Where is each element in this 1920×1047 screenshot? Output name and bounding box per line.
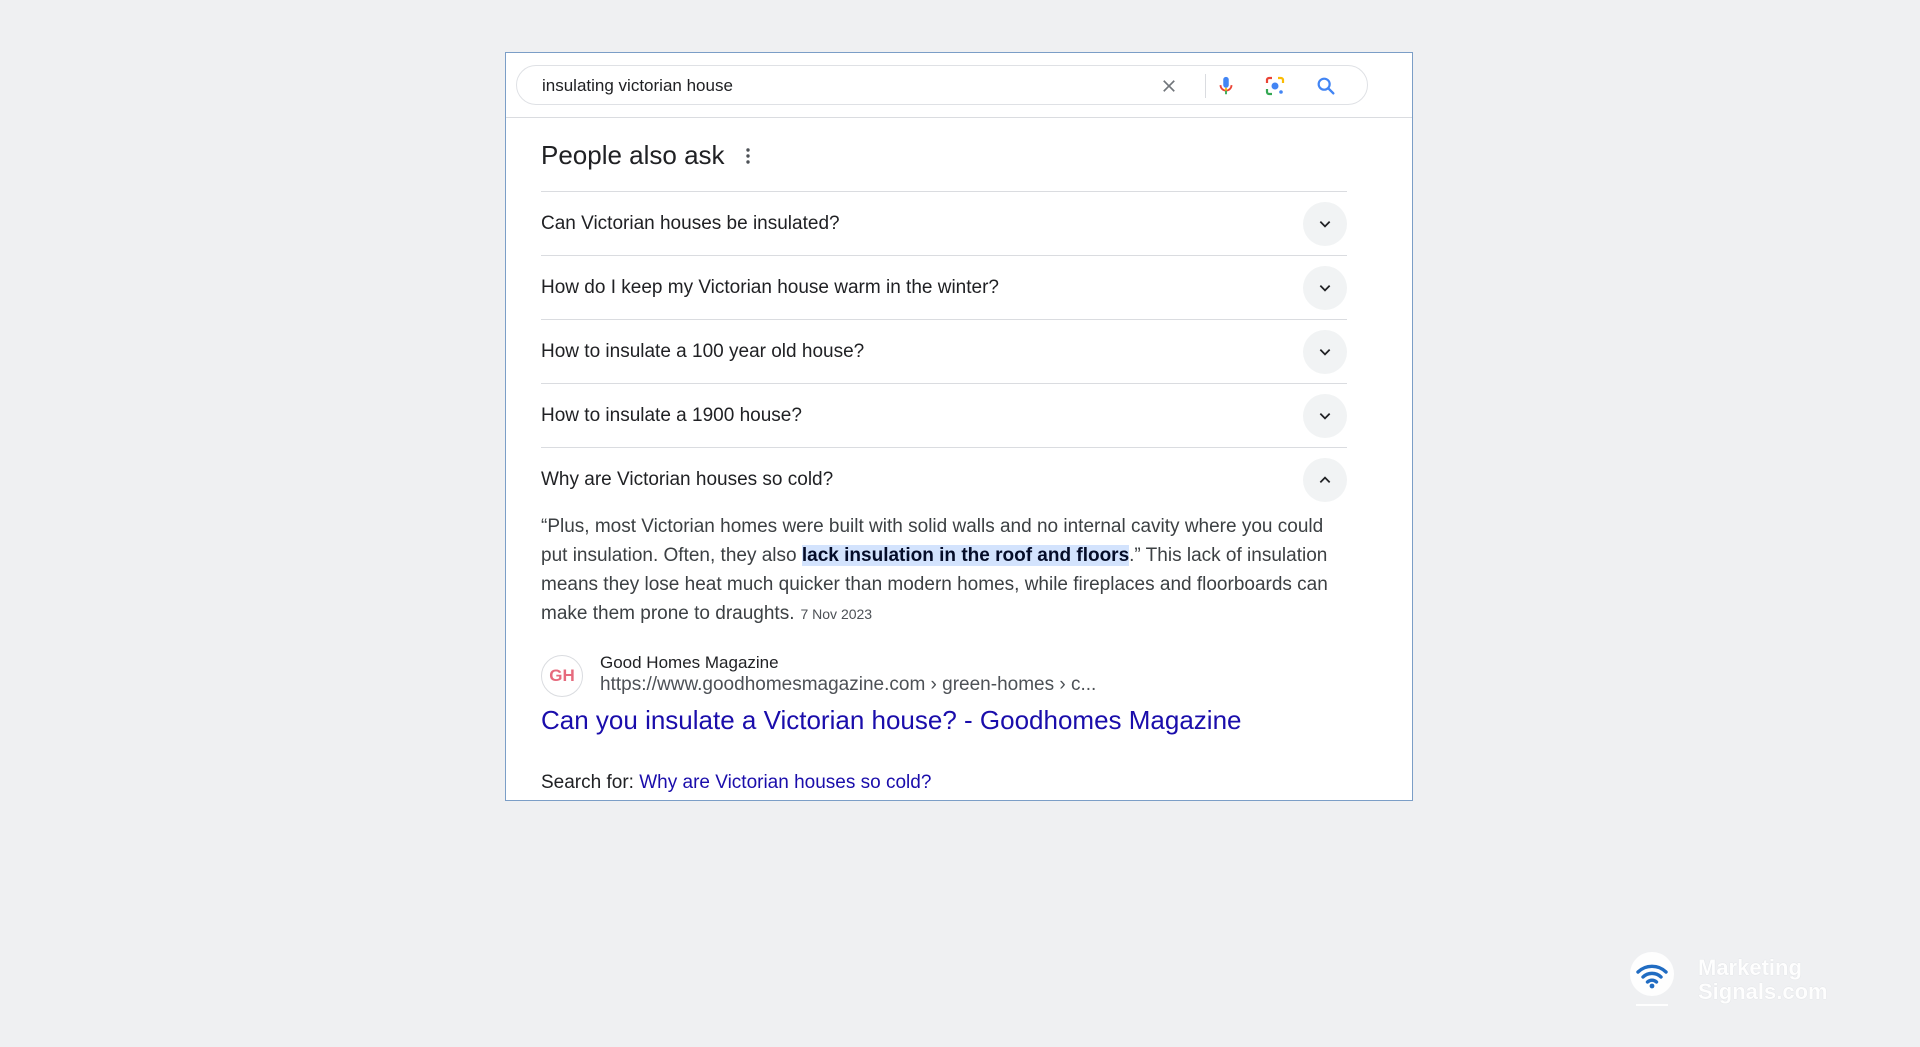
question-text: Can Victorian houses be insulated? (541, 212, 840, 234)
search-for (541, 772, 1347, 801)
search-icon[interactable] (1314, 74, 1338, 98)
source-url: https://www.goodhomesmagazine.com › green-homes › c... (600, 674, 1097, 695)
chevron-down-icon (1318, 217, 1332, 231)
answer-highlight: lack insulation in the roof and floors (801, 545, 1130, 566)
question-text: How do I keep my Victorian house warm in the winter? (541, 276, 999, 298)
clear-icon[interactable] (1157, 74, 1181, 98)
source-attribution[interactable] (541, 653, 1347, 697)
paa-title: People also ask (541, 139, 725, 170)
collapse-button[interactable] (1303, 458, 1347, 502)
paa-header (541, 117, 1347, 192)
chevron-down-icon (1318, 409, 1332, 423)
search-for-link[interactable]: Why are Victorian houses so cold? (639, 772, 932, 793)
expand-button[interactable] (1303, 202, 1347, 246)
wifi-logo-icon (1628, 950, 1684, 1010)
answer-date: 7 Nov 2023 (800, 606, 873, 622)
people-also-ask (541, 117, 1347, 801)
watermark (1628, 950, 1828, 1010)
question-row[interactable] (541, 384, 1347, 448)
microphone-icon[interactable] (1214, 74, 1238, 98)
chevron-down-icon (1318, 345, 1332, 359)
search-divider (1205, 74, 1206, 98)
search-header (506, 53, 1412, 118)
screenshot-frame (505, 52, 1413, 801)
question-text: How to insulate a 1900 house? (541, 404, 802, 426)
watermark-line2: Signals.com (1698, 979, 1828, 1004)
expand-button[interactable] (1303, 330, 1347, 374)
more-options-icon[interactable] (743, 146, 753, 166)
site-favicon (541, 655, 583, 697)
source-name: Good Homes Magazine (600, 653, 779, 672)
question-text: Why are Victorian houses so cold? (541, 469, 834, 490)
chevron-up-icon (1318, 473, 1332, 487)
chevron-down-icon (1318, 281, 1332, 295)
question-row-expanded[interactable] (541, 448, 1347, 512)
question-row[interactable] (541, 192, 1347, 256)
watermark-text (1698, 956, 1828, 1004)
question-text: How to insulate a 100 year old house? (541, 340, 865, 362)
answer-snippet (541, 512, 1341, 629)
question-row[interactable] (541, 320, 1347, 384)
search-input[interactable]: insulating victorian house (542, 76, 733, 95)
lens-icon[interactable] (1263, 74, 1287, 98)
watermark-line1: Marketing (1698, 955, 1802, 980)
expand-button[interactable] (1303, 266, 1347, 310)
search-box[interactable] (516, 65, 1368, 105)
expand-button[interactable] (1303, 394, 1347, 438)
answer-text: “Plus, most Victorian homes were built with solid walls and no internal cavity where you could put insulation. Often, they also (541, 516, 1324, 566)
search-for-label: Search for: (541, 772, 640, 793)
result-title-link[interactable]: Can you insulate a Victorian house? - Goodhomes Magazine (541, 705, 1242, 735)
favicon-text: GH (549, 666, 575, 685)
answer-text-end: .” This lack of insulation means they lose heat much quicker than modern homes, while fireplaces and floorboards can make them prone to draughts. (541, 545, 1328, 624)
question-row[interactable] (541, 256, 1347, 320)
